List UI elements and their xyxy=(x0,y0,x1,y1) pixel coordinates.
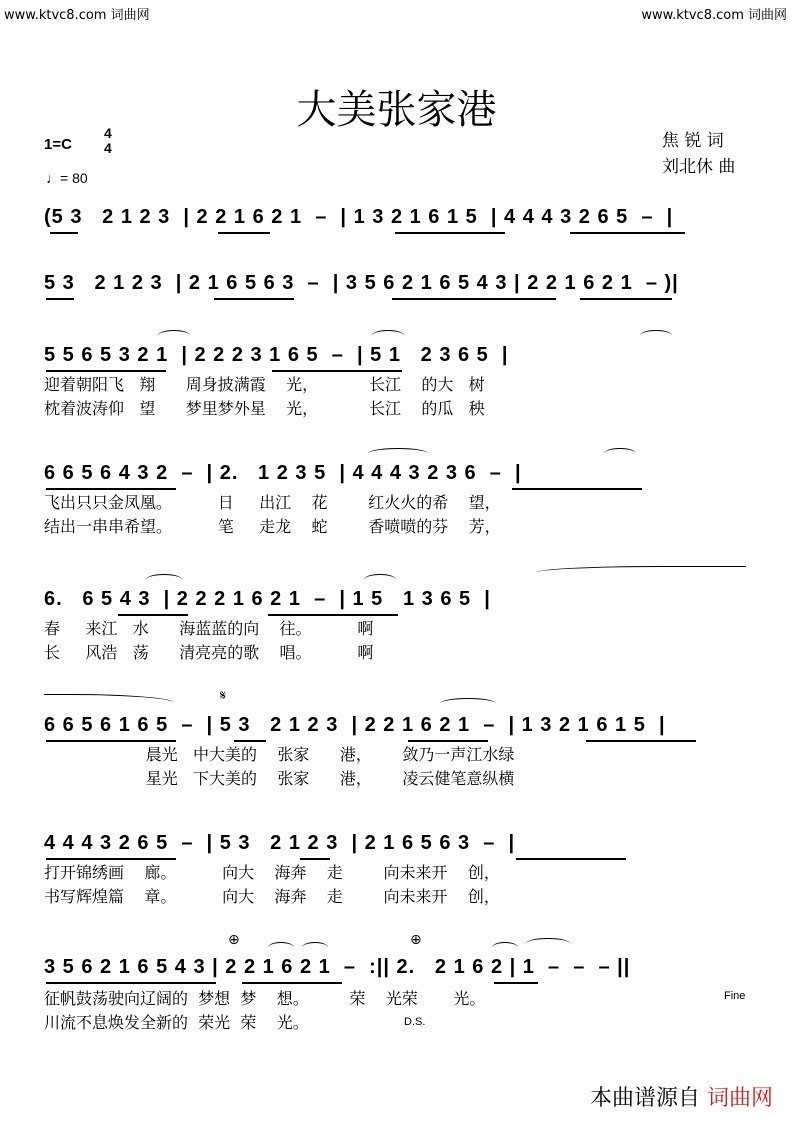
beam-underline xyxy=(570,232,685,234)
beam-underline xyxy=(214,298,294,300)
time-signature xyxy=(104,126,112,156)
beam-underline xyxy=(586,740,696,742)
slur-mark xyxy=(368,448,428,459)
meter-bottom: 4 xyxy=(104,140,112,156)
lyric-verse1-line4: 飞出只只金凤凰。 日 出江 花 红火火的希 望， xyxy=(44,493,501,512)
notes-line-5: 6. 6 5 4 3 | 2 2 2 1 6 2 1 – | 1 5 1 3 6 5 | xyxy=(44,588,491,610)
coda-icon: ⊕ xyxy=(410,932,422,948)
notes-line-1: (5 3 2 1 2 3 | 2 2 1 6 2 1 – | 1 3 2 1 6 1 5 | 4 4 4 3 2 6 5 – | xyxy=(44,206,674,228)
beam-underline xyxy=(395,232,505,234)
lyric-verse2-line6: 星光 下大美的 张家 港， 凌云健笔意纵横 xyxy=(44,769,515,788)
watermark-left: www.ktvc8.com 词曲网 xyxy=(4,8,150,23)
lyricist-credit: 焦 锐 词 xyxy=(662,131,724,151)
lyric-verse1-line8: 征帆鼓荡驶向辽阔的 梦想 梦 想。 荣 光荣 光。 xyxy=(44,989,486,1008)
slur-mark xyxy=(268,942,294,953)
notes-line-3: 5 5 6 5 3 2 1 | 2 2 2 3 1 6 5 – | 5 1 2 3 6 5 | xyxy=(44,344,509,366)
notes-line-8: 3 5 6 2 1 6 5 4 3 | 2 2 1 6 2 1 – :|| 2. 2 1 6 2 | 1 – – – || xyxy=(44,956,631,978)
score-row-3 xyxy=(44,344,756,372)
notes-line-4: 6 6 5 6 4 3 2 – | 2. 1 2 3 5 | 4 4 4 3 2 3 6 – | xyxy=(44,462,522,484)
lyric-verse2-line8: 川流不息焕发全新的 荣光 荣 光。 xyxy=(44,1013,309,1032)
source-footer xyxy=(590,1081,773,1112)
watermark-right: www.ktvc8.com 词曲网 xyxy=(641,8,787,23)
slur-mark xyxy=(372,330,404,341)
segno-icon: 𝄋 xyxy=(220,688,227,704)
notes-line-6: 6 6 5 6 1 6 5 – | 5 3 2 1 2 3 | 2 2 1 6 2 1 – | 1 3 2 1 6 1 5 | xyxy=(44,714,666,736)
lyric-verse2-line7: 书写辉煌篇 章。 向大 海奔 走 向未来开 创， xyxy=(44,887,500,906)
fine-marking: Fine xyxy=(724,990,746,1002)
footer-brand-link[interactable]: 词曲网 xyxy=(706,1086,773,1111)
lyric-verse1-line7: 打开锦绣画 廊。 向大 海奔 走 向未来开 创， xyxy=(44,863,500,882)
tempo-marking: ♩= 80 xyxy=(46,170,88,186)
tie-mark xyxy=(536,566,746,577)
score-row-6 xyxy=(44,714,756,742)
composer-credit: 刘北休 曲 xyxy=(662,157,736,177)
lyric-verse2-line3: 枕着波涛仰 望 梦里梦外星 光， 长江 的瓜 秧 xyxy=(44,399,485,418)
beam-underline xyxy=(580,298,672,300)
notes-line-2: 5 3 2 1 2 3 | 2 1 6 5 6 3 – | 3 5 6 2 1 6 5 4 3 | 2 2 1 6 2 1 – )| xyxy=(44,272,679,294)
beam-underline xyxy=(50,232,78,234)
lyric-verse1-line6: 晨光 中大美的 张家 港， 敛乃一声江水绿 xyxy=(44,745,515,764)
slur-mark xyxy=(440,698,496,709)
beam-underline xyxy=(46,982,216,984)
footer-prefix: 本曲谱源自 xyxy=(589,1086,700,1111)
ds-marking: D.S. xyxy=(404,1016,426,1028)
coda-icon: ⊕ xyxy=(228,932,240,948)
slur-mark xyxy=(492,942,518,953)
slur-mark xyxy=(640,330,672,341)
key-signature: 1=C xyxy=(44,136,72,153)
beam-underline xyxy=(392,298,556,300)
notes-line-7: 4 4 4 3 2 6 5 – | 5 3 2 1 2 3 | 2 1 6 5 6 3 – | xyxy=(44,832,516,854)
beam-underline xyxy=(242,982,342,984)
lyric-verse1-line5: 春 来江 水 海蓝蓝的向 往。 啊 xyxy=(44,619,374,638)
lyric-verse2-line4: 结出一串串希望。 笔 走龙 蛇 香喷喷的芬 芳， xyxy=(44,517,501,536)
beam-underline xyxy=(516,858,626,860)
slur-mark xyxy=(158,330,190,341)
tie-mark xyxy=(44,694,174,705)
beam-underline xyxy=(46,298,74,300)
lyric-verse2-line5: 长 风浩 荡 清亮亮的歌 唱。 啊 xyxy=(44,643,374,662)
song-title: 大美张家港 xyxy=(296,87,497,133)
lyric-verse1-line3: 迎着朝阳飞 翔 周身披满霞 光， 长江 的大 树 xyxy=(44,375,485,394)
slur-mark xyxy=(146,574,182,585)
slur-mark xyxy=(604,448,636,459)
meter-top: 4 xyxy=(104,125,112,141)
beam-underline xyxy=(494,982,538,984)
slur-mark xyxy=(526,938,570,949)
score-row-5 xyxy=(44,588,756,616)
score-row-1 xyxy=(44,206,756,234)
beam-underline xyxy=(218,232,270,234)
score-row-2 xyxy=(44,272,756,300)
slur-mark xyxy=(364,574,396,585)
slur-mark xyxy=(302,942,328,953)
score-row-7 xyxy=(44,832,756,860)
beam-underline xyxy=(512,488,642,490)
score-row-4 xyxy=(44,462,756,490)
score-row-8 xyxy=(44,956,756,984)
